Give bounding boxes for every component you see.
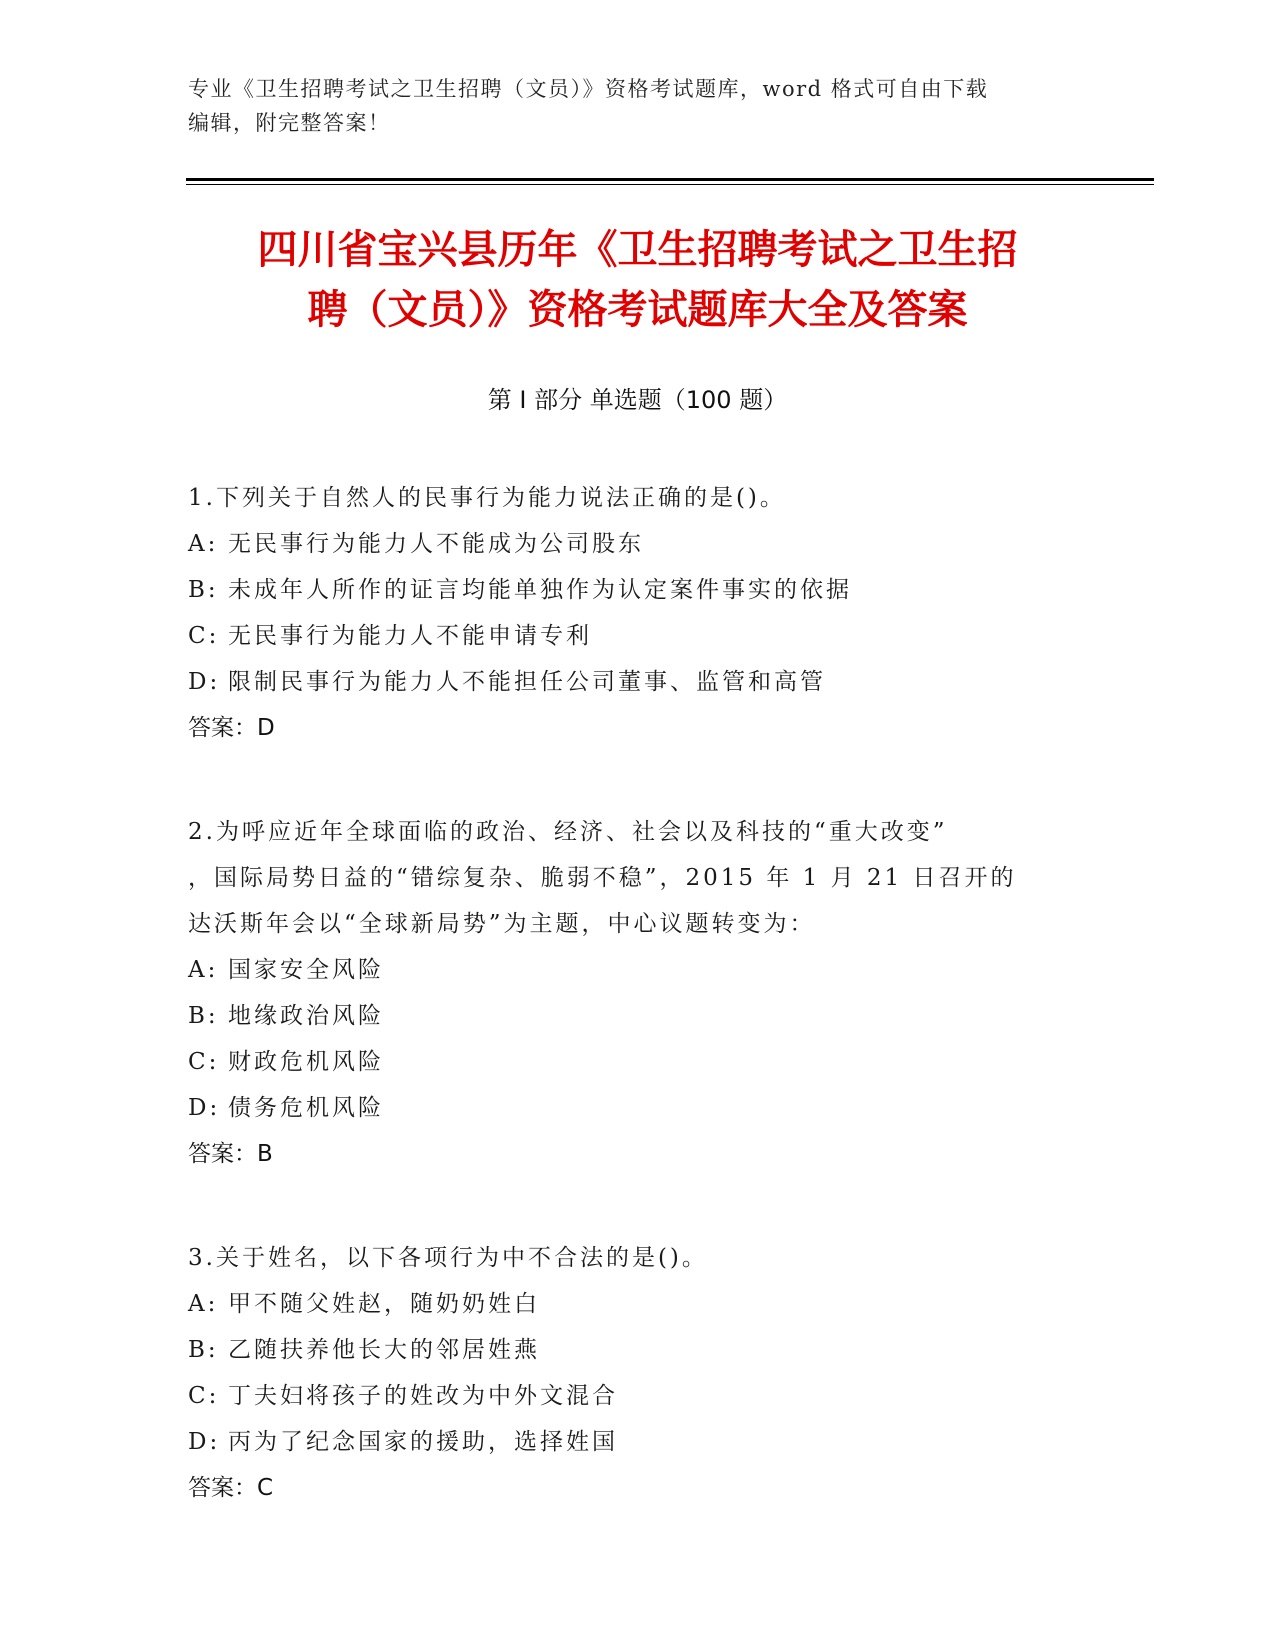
option-b — [188, 1327, 1088, 1373]
option-letter: D: — [188, 1095, 221, 1121]
answer: 答案：B — [188, 1141, 273, 1167]
option-letter: B: — [188, 1003, 219, 1029]
option-text: 限制民事行为能力人不能担任公司董事、监管和高管 — [228, 669, 826, 695]
option-a — [188, 521, 1088, 567]
option-letter: D: — [188, 669, 221, 695]
option-text: 地缘政治风险 — [228, 1003, 384, 1029]
header-note-line-1: 专业《卫生招聘考试之卫生招聘（文员）》资格考试题库，word 格式可自由下载 — [188, 77, 989, 101]
question-1 — [188, 475, 1088, 751]
option-text: 甲不随父姓赵，随奶奶姓白 — [228, 1291, 540, 1317]
header-note — [188, 72, 1088, 140]
option-letter: B: — [188, 577, 219, 603]
option-a — [188, 1281, 1088, 1327]
option-b — [188, 567, 1088, 613]
option-text: 国家安全风险 — [228, 957, 384, 983]
option-a — [188, 947, 1088, 993]
header-divider-thick — [186, 178, 1154, 181]
option-letter: A: — [188, 957, 219, 983]
option-text: 无民事行为能力人不能申请专利 — [228, 623, 592, 649]
option-letter: D: — [188, 1429, 221, 1455]
answer: 答案：C — [188, 1475, 274, 1501]
question-3 — [188, 1235, 1088, 1511]
option-d — [188, 1085, 1088, 1131]
option-b — [188, 993, 1088, 1039]
option-letter: C: — [188, 1049, 220, 1075]
option-d — [188, 659, 1088, 705]
option-text: 财政危机风险 — [228, 1049, 384, 1075]
option-d — [188, 1419, 1088, 1465]
option-letter: A: — [188, 1291, 219, 1317]
option-c — [188, 1373, 1088, 1419]
question-stem: 1.下列关于自然人的民事行为能力说法正确的是()。 — [188, 485, 786, 511]
option-text: 丙为了纪念国家的援助，选择姓国 — [228, 1429, 618, 1455]
option-letter: C: — [188, 1383, 220, 1409]
question-stem-line-3: 达沃斯年会以“全球新局势”为主题，中心议题转变为： — [188, 911, 816, 937]
document-title-line-1: 四川省宝兴县历年《卫生招聘考试之卫生招 — [257, 227, 1018, 273]
option-letter: A: — [188, 531, 219, 557]
option-text: 丁夫妇将孩子的姓改为中外文混合 — [228, 1383, 618, 1409]
question-stem: 3.关于姓名，以下各项行为中不合法的是()。 — [188, 1245, 708, 1271]
document-title — [150, 220, 1125, 340]
option-text: 乙随扶养他长大的邻居姓燕 — [228, 1337, 540, 1363]
option-text: 债务危机风险 — [228, 1095, 384, 1121]
document-title-line-2: 聘（文员）》资格考试题库大全及答案 — [307, 287, 968, 333]
option-text: 未成年人所作的证言均能单独作为认定案件事实的依据 — [228, 577, 852, 603]
option-letter: B: — [188, 1337, 219, 1363]
section-title: 第 I 部分 单选题（100 题） — [487, 386, 788, 414]
question-stem-line-2: ，国际局势日益的“错综复杂、脆弱不稳”，2015 年 1 月 21 日召开的 — [188, 865, 1017, 891]
option-letter: C: — [188, 623, 220, 649]
option-c — [188, 613, 1088, 659]
question-2 — [188, 809, 1088, 1177]
option-c — [188, 1039, 1088, 1085]
header-divider-thin — [186, 184, 1154, 185]
header-note-line-2: 编辑，附完整答案！ — [188, 111, 391, 135]
question-list — [188, 475, 1088, 1569]
answer: 答案：D — [188, 715, 275, 741]
question-stem-line-1: 2.为呼应近年全球面临的政治、经济、社会以及科技的“重大改变” — [188, 819, 948, 845]
option-text: 无民事行为能力人不能成为公司股东 — [228, 531, 644, 557]
